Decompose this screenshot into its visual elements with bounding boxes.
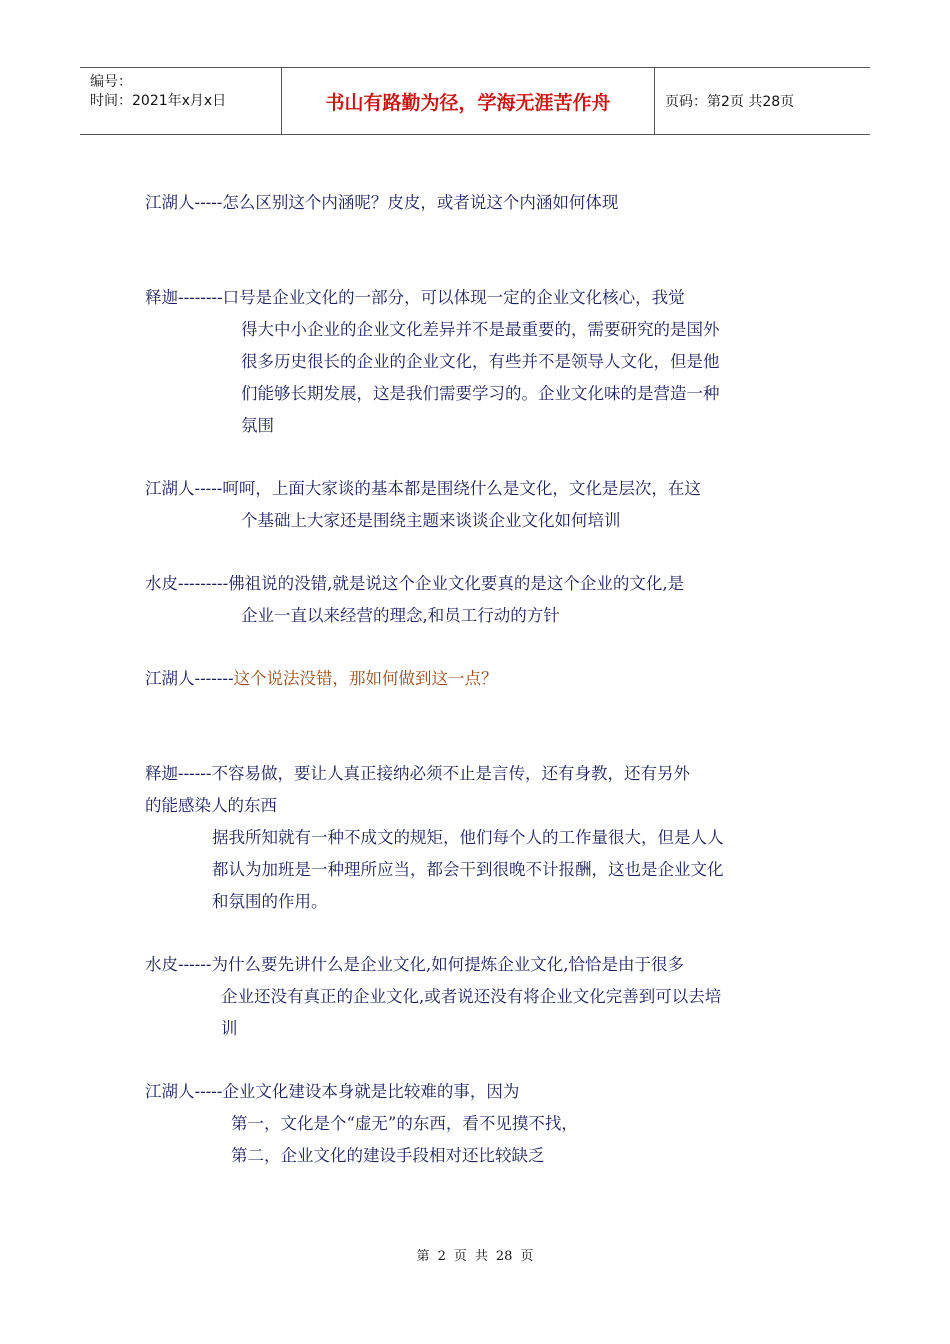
text-line: 江湖人-----企业文化建设本身就是比较难的事，因为: [145, 1082, 520, 1101]
text-line: 个基础上大家还是围绕主题来谈谈企业文化如何培训: [241, 511, 621, 530]
header-meta: [80, 68, 282, 134]
text-line: 企业一直以来经营的理念,和员工行动的方针: [241, 606, 560, 625]
text-line: 氛围: [241, 416, 274, 435]
text-line: 都认为加班是一种理所应当，都会干到很晚不计报酬，这也是企业文化: [212, 860, 724, 879]
text-line: 训: [221, 1019, 238, 1038]
footer-di: 第: [416, 1249, 430, 1264]
text-line: 第二，企业文化的建设手段相对还比较缺乏: [231, 1146, 545, 1165]
footer-page-number: 2: [437, 1249, 446, 1264]
highlighted-text: 这个说法没错，那如何做到这一点？: [233, 669, 498, 688]
footer-ye-end: 页: [520, 1249, 534, 1264]
text-line: 水皮---------佛祖说的没错,就是说这个企业文化要真的是这个企业的文化,是: [145, 574, 685, 593]
text-line: 第一，文化是个“虚无”的东西，看不见摸不找，: [231, 1114, 578, 1133]
time-label: 时间：2021年x月x日: [90, 93, 227, 109]
page-header: [80, 67, 870, 135]
number-label: 编号：: [90, 74, 132, 90]
text-line: 们能够长期发展，这是我们需要学习的。企业文化味的是营造一种: [241, 384, 720, 403]
footer-ye: 页: [453, 1249, 467, 1264]
text-line: 的能感染人的东西: [145, 796, 277, 815]
text-line: 释迦------不容易做，要让人真正接纳必须不止是言传，还有身教，还有另外: [145, 764, 690, 783]
footer-gong: 共: [474, 1249, 488, 1264]
text-line: [145, 668, 498, 690]
header-page-info: 页码：第2页 共28页: [665, 94, 795, 110]
text-line: 和氛围的作用。: [212, 892, 328, 911]
text-line: 据我所知就有一种不成文的规矩，他们每个人的工作量很大，但是人人: [212, 828, 724, 847]
text-line: 释迦--------口号是企业文化的一部分，可以体现一定的企业文化核心，我觉: [145, 288, 685, 307]
header-motto: 书山有路勤为径，学海无涯苦作舟: [282, 68, 655, 134]
text-line: 得大中小企业的企业文化差异并不是最重要的，需要研究的是国外: [241, 320, 720, 339]
text-line: 江湖人-----怎么区别这个内涵呢？皮皮，或者说这个内涵如何体现: [145, 193, 619, 212]
text-line: 很多历史很长的企业的企业文化，有些并不是领导人文化，但是他: [241, 352, 720, 371]
text-line: 江湖人-----呵呵，上面大家谈的基本都是围绕什么是文化，文化是层次，在这: [145, 479, 701, 498]
page-footer: [0, 1245, 950, 1264]
footer-total-pages: 28: [495, 1249, 513, 1264]
text-line: 水皮------为什么要先讲什么是企业文化,如何提炼企业文化,恰恰是由于很多: [145, 955, 684, 974]
text-line: 企业还没有真正的企业文化,或者说还没有将企业文化完善到可以去培: [221, 987, 722, 1006]
speaker-prefix: 江湖人-------: [145, 669, 234, 688]
